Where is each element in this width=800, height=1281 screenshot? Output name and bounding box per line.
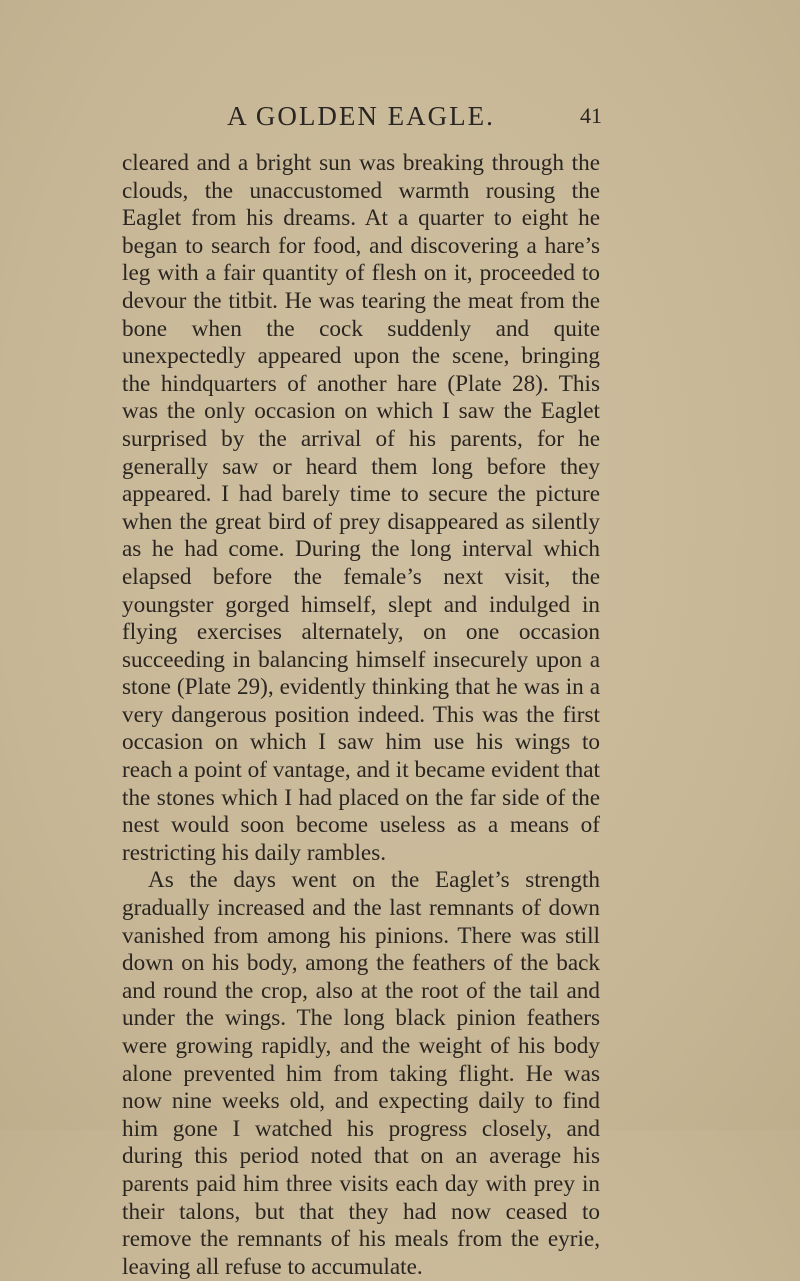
book-page	[122, 96, 600, 1281]
page-title: A GOLDEN EAGLE.	[227, 101, 495, 131]
body-text	[122, 150, 600, 1281]
paragraph-1: cleared and a bright sun was breaking through the clouds, the unaccustomed warmth rousing the Eaglet from his dreams. At a quarter to eight he began to search for food, and discovering a hare’s leg with a fair quantity of flesh on it, proceeded to devour the titbit. He was tearing the meat from the bone when the cock suddenly and quite unexpectedly appeared upon the scene, bringing the hindquarters of another hare (Plate 28). This was the only occasion on which I saw the Eaglet surprised by the arrival of his parents, for he generally saw or heard them long before they appeared. I had barely time to secure the picture when the great bird of prey disappeared as silently as he had come. During the long interval which elapsed before the female’s next visit, the youngster gorged himself, slept and indulged in flying exercises alternately, on one occasion succeeding in balancing himself insecurely upon a stone (Plate 29), evidently thinking that he was in a very dangerous position indeed. This was the first occasion on which I saw him use his wings to reach a point of vantage, and it became evident that the stones which I had placed on the far side of the nest would soon become useless as a means of restricting his daily rambles.	[122, 150, 600, 866]
running-head	[122, 96, 600, 136]
paragraph-2: As the days went on the Eaglet’s strength gradually increased and the last remnants of down vanished from among his pinions. There was still down on his body, among the feathers of the back and round the crop, also at the root of the tail and under the wings. The long black pinion feathers were growing rapidly, and the weight of his body alone prevented him from taking flight. He was now nine weeks old, and expecting daily to find him gone I watched his progress closely, and during this period noted that on an average his parents paid him three visits each day with prey in their talons, but that they had now ceased to remove the remnants of his meals from the eyrie, leaving all refuse to accumulate.	[122, 867, 600, 1280]
page-number: 41	[580, 103, 602, 128]
